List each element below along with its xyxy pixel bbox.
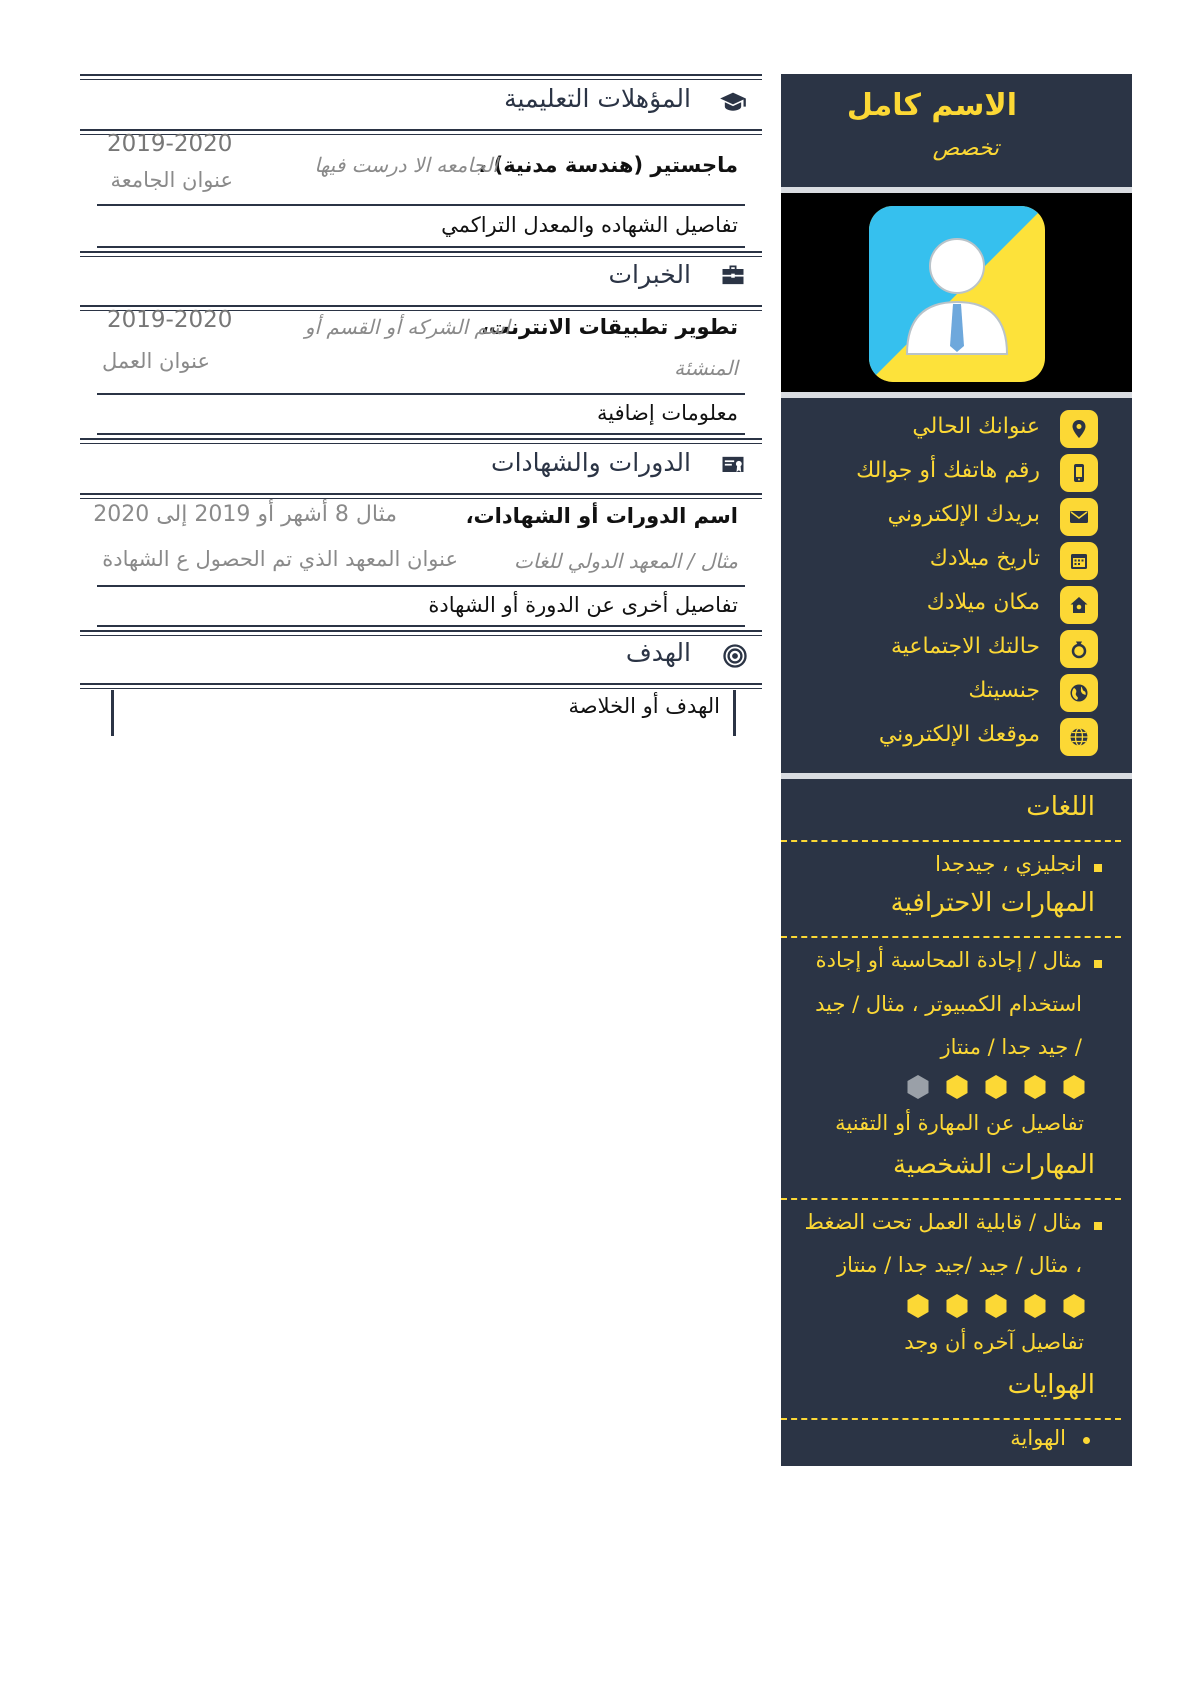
personal-skill-details: تفاصيل آخره أن وجد <box>904 1330 1084 1354</box>
contact-label: بريدك الإلكتروني <box>887 502 1040 527</box>
item-rule <box>97 246 745 248</box>
home-icon <box>1069 595 1089 615</box>
contact-nationality <box>798 674 1098 712</box>
calendar-icon <box>1069 551 1089 571</box>
contact-label: موقعك الإلكتروني <box>878 722 1040 747</box>
experience-role: تطوير تطبيقات الانترنت، <box>480 315 738 339</box>
objective-border-right <box>733 690 736 736</box>
photo-frame <box>781 193 1132 392</box>
full-name: الاسم كامل <box>846 88 1017 123</box>
institute-address: عنوان المعهد الذي تم الحصول ع الشهادة <box>102 547 458 571</box>
course-institute: مثال / المعهد الدولي للغات <box>514 549 738 573</box>
rating-hex-filled <box>1023 1293 1047 1319</box>
courses-title: الدورات والشهادات <box>491 448 691 477</box>
bullet-square <box>1094 864 1102 872</box>
ring-icon <box>1069 639 1089 659</box>
personal-skill-line: مثال / قابلية العمل تحت الضغط <box>804 1210 1082 1234</box>
sidebar <box>781 74 1132 1466</box>
contact-website <box>798 718 1098 756</box>
professional-skill-line: مثال / إجادة المحاسبة أو إجادة <box>815 948 1082 972</box>
section-rule <box>80 74 762 76</box>
objective-text: الهدف أو الخلاصة <box>568 694 720 718</box>
professional-skill-line: / جيد جدا / منتاز <box>940 1035 1082 1059</box>
contact-label: جنسيتك <box>968 678 1040 703</box>
specialty: تخصص <box>932 136 999 161</box>
rating-hex-filled <box>906 1293 930 1319</box>
experience-title: الخبرات <box>608 260 691 289</box>
mobile-icon <box>1069 463 1089 483</box>
education-details: تفاصيل الشهاده والمعدل التراكمي <box>441 213 738 237</box>
dashed-divider <box>781 840 1121 842</box>
name-block <box>781 74 1132 186</box>
rating-hex-filled <box>945 1293 969 1319</box>
section-rule <box>80 251 762 253</box>
certificate-icon <box>719 451 747 479</box>
personal-skill-line: ، مثال / جيد /جيد جدا / منتاز <box>837 1253 1082 1277</box>
education-dates: 2019-2020 <box>107 131 233 157</box>
globe-icon <box>1069 683 1089 703</box>
contact-label: مكان ميلادك <box>926 590 1040 615</box>
item-rule <box>97 393 745 395</box>
rating-hex-filled <box>984 1293 1008 1319</box>
item-rule <box>97 433 745 435</box>
hobby-item: الهواية <box>1010 1426 1066 1450</box>
dashed-divider <box>781 936 1121 938</box>
web-icon <box>1069 727 1089 747</box>
course-name: اسم الدورات أو الشهادات، <box>465 504 738 528</box>
section-rule <box>80 438 762 440</box>
rating-hex-filled <box>945 1074 969 1100</box>
section-rule <box>80 688 762 689</box>
experience-dates: 2019-2020 <box>107 307 233 333</box>
item-rule <box>97 625 745 627</box>
contact-label: تاريخ ميلادك <box>929 546 1040 571</box>
sidebar-divider <box>781 773 1132 779</box>
experience-details: معلومات إضافية <box>597 401 738 425</box>
hobbies-title: الهوايات <box>1007 1370 1095 1400</box>
section-rule <box>80 79 762 80</box>
contact-label: عنوانك الحالي <box>912 414 1040 439</box>
bullet-dot <box>1083 1437 1090 1444</box>
course-details: تفاصيل أخرى عن الدورة أو الشهادة <box>428 593 738 617</box>
section-rule <box>80 683 762 685</box>
contact-birthdate <box>798 542 1098 580</box>
professional-skill-rating <box>906 1074 1106 1100</box>
section-rule <box>80 630 762 632</box>
personal-skill-rating <box>906 1293 1106 1319</box>
rating-hex-filled <box>1062 1074 1086 1100</box>
briefcase-icon <box>719 262 747 290</box>
bullet-square <box>1094 960 1102 968</box>
envelope-icon <box>1069 507 1089 527</box>
rating-hex-empty <box>906 1074 930 1100</box>
contact-label: رقم هاتفك أو جوالك <box>856 458 1040 483</box>
location-icon <box>1069 419 1089 439</box>
course-duration: مثال 8 أشهر أو 2019 إلى 2020 <box>93 502 397 527</box>
university-name: الجامعه الا درست فيها <box>314 153 498 177</box>
rating-hex-filled <box>1023 1074 1047 1100</box>
section-rule <box>80 635 762 636</box>
company-name: اسم الشركه أو القسم أو <box>304 315 510 339</box>
section-rule <box>80 493 762 495</box>
target-icon <box>721 642 749 670</box>
contact-label: حالتك الاجتماعية <box>890 634 1040 659</box>
bullet-square <box>1094 1222 1102 1230</box>
section-rule <box>80 443 762 444</box>
contact-phone <box>798 454 1098 492</box>
contact-email <box>798 498 1098 536</box>
degree-title: ماجستير (هندسة مدنية) ، <box>478 153 738 177</box>
languages-title: اللغات <box>1026 792 1095 822</box>
objective-border-left <box>111 690 114 736</box>
section-rule <box>80 256 762 257</box>
avatar <box>869 206 1045 382</box>
professional-skills-title: المهارات الاحترافية <box>890 888 1095 918</box>
work-address: عنوان العمل <box>101 349 210 373</box>
section-rule <box>80 498 762 499</box>
language-item: انجليزي ، جيدجدا <box>935 852 1082 876</box>
graduation-cap-icon <box>719 88 747 116</box>
dashed-divider <box>781 1198 1121 1200</box>
professional-skill-line: استخدام الكمبيوتر ، مثال / جيد <box>815 992 1082 1016</box>
item-rule <box>97 585 745 587</box>
professional-skill-details: تفاصيل عن المهارة أو التقنية <box>835 1111 1084 1135</box>
contact-birthplace <box>798 586 1098 624</box>
objective-title: الهدف <box>625 638 691 667</box>
personal-skills-title: المهارات الشخصية <box>892 1150 1095 1180</box>
university-address: عنوان الجامعة <box>110 168 233 192</box>
rating-hex-filled <box>984 1074 1008 1100</box>
contact-list <box>781 397 1132 773</box>
contact-marital-status <box>798 630 1098 668</box>
rating-hex-filled <box>1062 1293 1086 1319</box>
item-rule <box>97 204 745 206</box>
company-name-cont: المنشئة <box>674 356 738 380</box>
education-title: المؤهلات التعليمية <box>504 84 691 113</box>
dashed-divider <box>781 1418 1121 1420</box>
contact-address <box>798 410 1098 448</box>
